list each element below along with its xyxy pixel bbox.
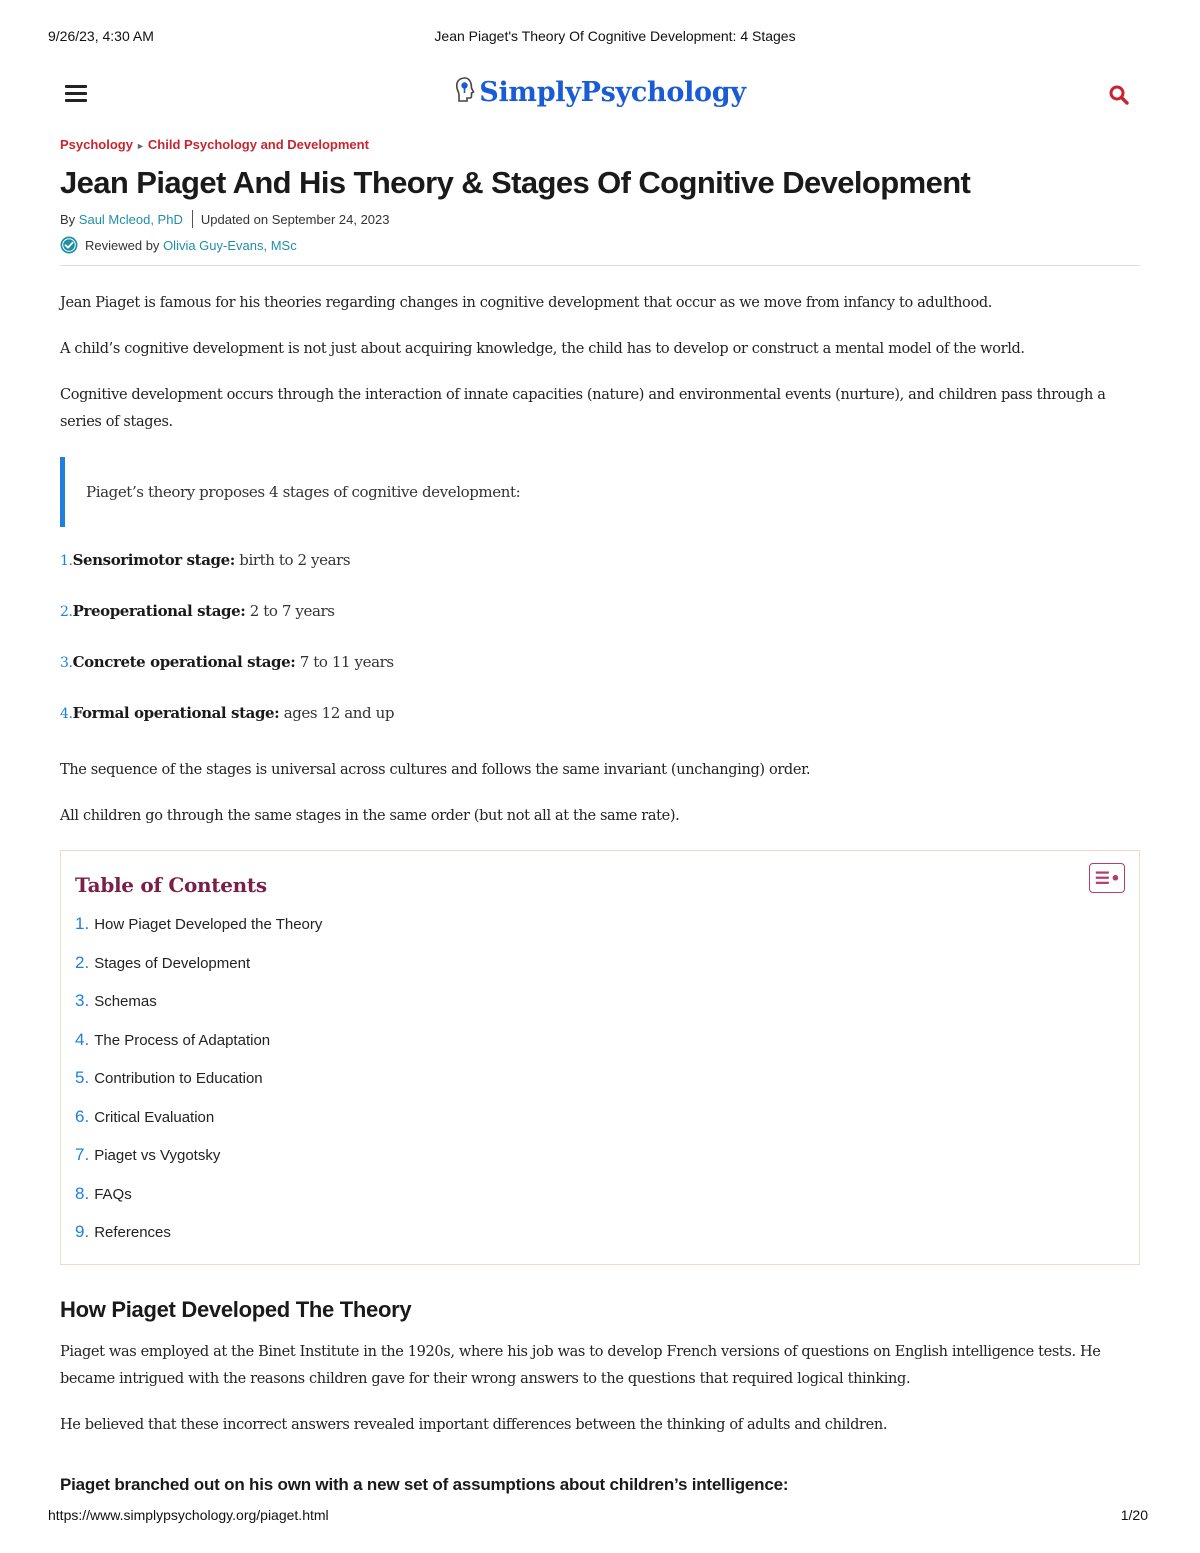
- header-divider: [60, 265, 1140, 266]
- toc-link-piaget-vs-vygotsky[interactable]: Piaget vs Vygotsky: [94, 1147, 221, 1164]
- intro-paragraph-1: Jean Piaget is famous for his theories regarding changes in cognitive development that occur as we move from infancy to adulthood.: [60, 295, 993, 311]
- breadcrumb-separator: ►: [135, 141, 145, 151]
- toc-item: [75, 1142, 1125, 1181]
- stages-paragraph-2: All children go through the same stages in the same order (but not all at the same rate).: [60, 808, 680, 824]
- print-page-number: 1/20: [1120, 1507, 1148, 1523]
- callout-text: Piaget’s theory proposes 4 stages of cognitive development:: [86, 483, 521, 501]
- toc-list: [75, 911, 1125, 1258]
- by-label: By: [60, 212, 76, 227]
- print-date: 9/26/23, 4:30 AM: [48, 28, 154, 44]
- print-doc-title: Jean Piaget's Theory Of Cognitive Development: 4 Stages: [434, 28, 796, 44]
- page-title: Jean Piaget And His Theory & Stages Of Cognitive Development: [60, 165, 971, 200]
- section-heading: How Piaget Developed The Theory: [60, 1297, 412, 1322]
- toc-number: 5.: [75, 1068, 90, 1087]
- stage-item: [60, 545, 1140, 596]
- stage-range: birth to 2 years: [239, 551, 351, 569]
- article-content: [60, 134, 1140, 1495]
- toc-title: Table of Contents: [75, 873, 267, 897]
- toc-link-references[interactable]: References: [94, 1224, 171, 1241]
- section-paragraph-2: He believed that these incorrect answers revealed important differences between the thinking of adults and children.: [60, 1417, 888, 1433]
- stage-item: [60, 647, 1140, 698]
- toc-item: [75, 1219, 1125, 1258]
- stage-item: [60, 596, 1140, 647]
- print-footer: [48, 1507, 1152, 1527]
- toc-number: 7.: [75, 1145, 90, 1164]
- stage-item: [60, 698, 1140, 749]
- toc-number: 2.: [75, 952, 90, 972]
- stage-number: 1.: [60, 553, 73, 569]
- toc-item: [75, 950, 1125, 989]
- stage-range: ages 12 and up: [283, 704, 395, 722]
- section-paragraph-1: Piaget was employed at the Binet Institute in the 1920s, where his job was to develop French versions of questions on English intelligence tests. He became intrigued with the reasons children gave for their wrong answers to the questions that required logical thinking.: [60, 1344, 1101, 1387]
- intro-paragraph-2: A child’s cognitive development is not just about acquiring knowledge, the child has to develop or construct a mental model of the world.: [60, 341, 1025, 357]
- stage-range: 7 to 11 years: [299, 653, 394, 671]
- toc-number: 3.: [75, 991, 90, 1010]
- table-of-contents: [60, 850, 1140, 1265]
- stage-name: Concrete operational stage:: [72, 653, 296, 671]
- breadcrumb: [60, 134, 1140, 156]
- author-link[interactable]: Saul Mcleod, PhD: [78, 212, 183, 227]
- stages-paragraph-1: The sequence of the stages is universal across cultures and follows the same invariant (unchanging) order.: [60, 762, 811, 778]
- toc-toggle-button[interactable]: [1089, 863, 1125, 893]
- stage-name: Preoperational stage:: [72, 602, 246, 620]
- intro-paragraph-3: Cognitive development occurs through the interaction of innate capacities (nature) and environmental events (nurture), and children pass through a series of stages.: [60, 387, 1106, 430]
- byline-divider: [192, 210, 193, 228]
- print-header: [48, 28, 1152, 48]
- toc-link-adaptation[interactable]: The Process of Adaptation: [94, 1031, 271, 1049]
- toc-item: [75, 988, 1125, 1027]
- stage-name: Sensorimotor stage:: [72, 551, 235, 569]
- stage-range: 2 to 7 years: [249, 602, 335, 620]
- toc-item: [75, 1104, 1125, 1143]
- toc-number: 1.: [75, 914, 90, 933]
- toc-link-education[interactable]: Contribution to Education: [94, 1070, 263, 1087]
- stage-name: Formal operational stage:: [72, 704, 280, 722]
- breadcrumb-psychology[interactable]: Psychology: [60, 137, 133, 152]
- logo-simply: Simply: [479, 77, 581, 108]
- toc-link-stages[interactable]: Stages of Development: [94, 954, 251, 972]
- section-subheading: Piaget branched out on his own with a new set of assumptions about children’s intelligence:: [60, 1475, 789, 1494]
- breadcrumb-child-psychology[interactable]: Child Psychology and Development: [147, 137, 369, 152]
- toc-link-critical-evaluation[interactable]: Critical Evaluation: [94, 1108, 215, 1126]
- toc-item: [75, 911, 1125, 950]
- stage-number: 3.: [60, 655, 73, 671]
- print-url: https://www.simplypsychology.org/piaget.html: [48, 1507, 329, 1523]
- callout-blockquote: [60, 457, 1140, 527]
- stage-number: 2.: [60, 604, 73, 620]
- brain-head-icon: [454, 76, 476, 104]
- reviewer-link[interactable]: Olivia Guy-Evans, MSc: [163, 238, 297, 253]
- toc-link-faqs[interactable]: FAQs: [94, 1185, 132, 1203]
- site-header: [60, 72, 1140, 122]
- search-icon[interactable]: [1108, 84, 1130, 106]
- byline: [60, 210, 1140, 230]
- toc-number: 8.: [75, 1183, 90, 1203]
- site-logo[interactable]: [60, 76, 1140, 108]
- toc-item: [75, 1181, 1125, 1220]
- updated-date: Updated on September 24, 2023: [200, 212, 390, 227]
- toc-link-schemas[interactable]: Schemas: [94, 993, 157, 1010]
- toc-item: [75, 1027, 1125, 1066]
- reviewed-label: Reviewed by: [85, 238, 160, 253]
- list-toggle-icon: [1090, 864, 1124, 892]
- stages-list: [60, 545, 1140, 749]
- check-badge-icon: [60, 236, 78, 254]
- toc-link-how-piaget-developed[interactable]: How Piaget Developed the Theory: [94, 916, 323, 933]
- toc-number: 4.: [75, 1029, 90, 1049]
- toc-item: [75, 1065, 1125, 1104]
- reviewed-line: [60, 236, 1140, 256]
- logo-psychology: Psychology: [580, 77, 746, 108]
- toc-number: 6.: [75, 1106, 90, 1126]
- toc-number: 9.: [75, 1222, 90, 1241]
- stage-number: 4.: [60, 706, 73, 722]
